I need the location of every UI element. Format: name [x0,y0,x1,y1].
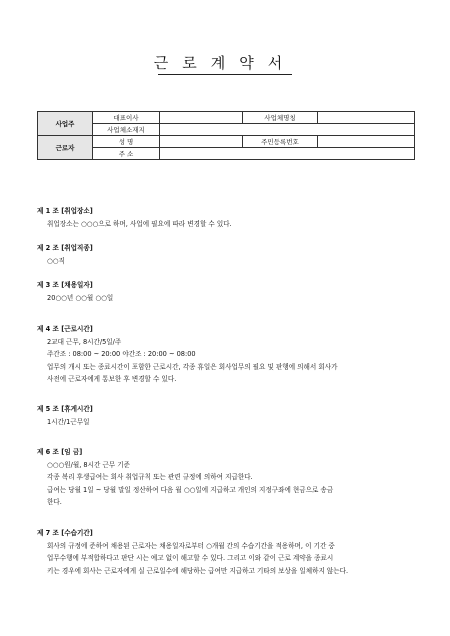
article-line: 업무수행에 부적합하다고 판단 시는 예고 없이 해고할 수 있다. 그리고 이와 같이 근로 계약을 종료시 [47,554,334,563]
article-line: 사전에 근로자에게 통보한 후 변경할 수 있다. [47,375,177,384]
party-info-table [37,111,415,160]
article-line: 급여는 당월 1일 ~ 당월 말일 정산하여 다음 월 ○○일에 지급하고 개인의 지정구좌에 현금으로 송금 [47,485,334,494]
article-3 [37,279,417,304]
article-line: ○○○원/월, 8시간 근무 기준 [47,460,131,469]
article-line: 취업장소는 ○○○으로 하며, 사업에 필요에 따라 변경할 수 있다. [47,219,232,228]
article-2 [37,242,417,267]
article-5 [37,403,417,428]
name-label: 성 명 [93,136,160,148]
article-line: 20○○년 ○○월 ○○일 [47,293,114,302]
article-heading: 제 4 조 [근로시간] [37,325,93,333]
article-7 [37,527,417,577]
article-heading: 제 3 조 [채용일자] [37,281,93,289]
article-line: 2교대 근무, 8시간/5일/주 [47,337,122,346]
title-underline [158,74,292,75]
article-6 [37,446,417,509]
article-line: 키는 경우에 회사는 근로자에게 실 근로일수에 해당하는 급여만 지급하고 기타의 보상을 일체하지 않는다. [47,566,349,575]
article-line: 각종 복리 후생급여는 회사 취업규칙 또는 관련 규정에 의하여 지급한다. [47,473,253,482]
address-value[interactable] [160,124,415,136]
worker-address-value[interactable] [160,148,415,160]
company-name-label: 사업체명칭 [243,112,318,124]
article-heading: 제 2 조 [취업직종] [37,244,93,252]
article-line: 업무의 개시 또는 종료시간이 포함한 근로시간, 각종 휴일은 회사업무의 필요 및 판행에 의해서 회사가 [47,362,338,371]
article-1 [37,205,417,230]
article-line: 한다. [47,498,62,507]
worker-label: 근로자 [38,136,93,160]
article-line: 1시간/1근무일 [47,417,90,426]
article-heading: 제 6 조 [임 금] [37,448,83,456]
id-label: 주민등록번호 [243,136,318,148]
rep-value[interactable] [160,112,243,124]
rep-label: 대표이사 [93,112,160,124]
article-line: ○○직 [47,256,65,265]
article-line: 주간조 : 08:00 ~ 20:00 야간조 : 20:00 ~ 08:00 [47,350,196,359]
article-line: 회사의 규정에 준하여 채용된 근로자는 채용일자로부터 ○개월 간의 수습기간을 적용하며, 이 기간 중 [47,541,335,550]
article-heading: 제 5 조 [휴게시간] [37,405,93,413]
worker-address-label: 주 소 [93,148,160,160]
address-label: 사업체소재지 [93,124,160,136]
article-heading: 제 1 조 [취업장소] [37,207,93,215]
name-value[interactable] [160,136,243,148]
article-4 [37,323,417,386]
article-heading: 제 7 조 [수습기간] [37,529,93,537]
id-value[interactable] [318,136,415,148]
company-name-value[interactable] [318,112,415,124]
page-title: 근로계약서 [153,54,297,72]
employer-label: 사업주 [38,112,93,136]
